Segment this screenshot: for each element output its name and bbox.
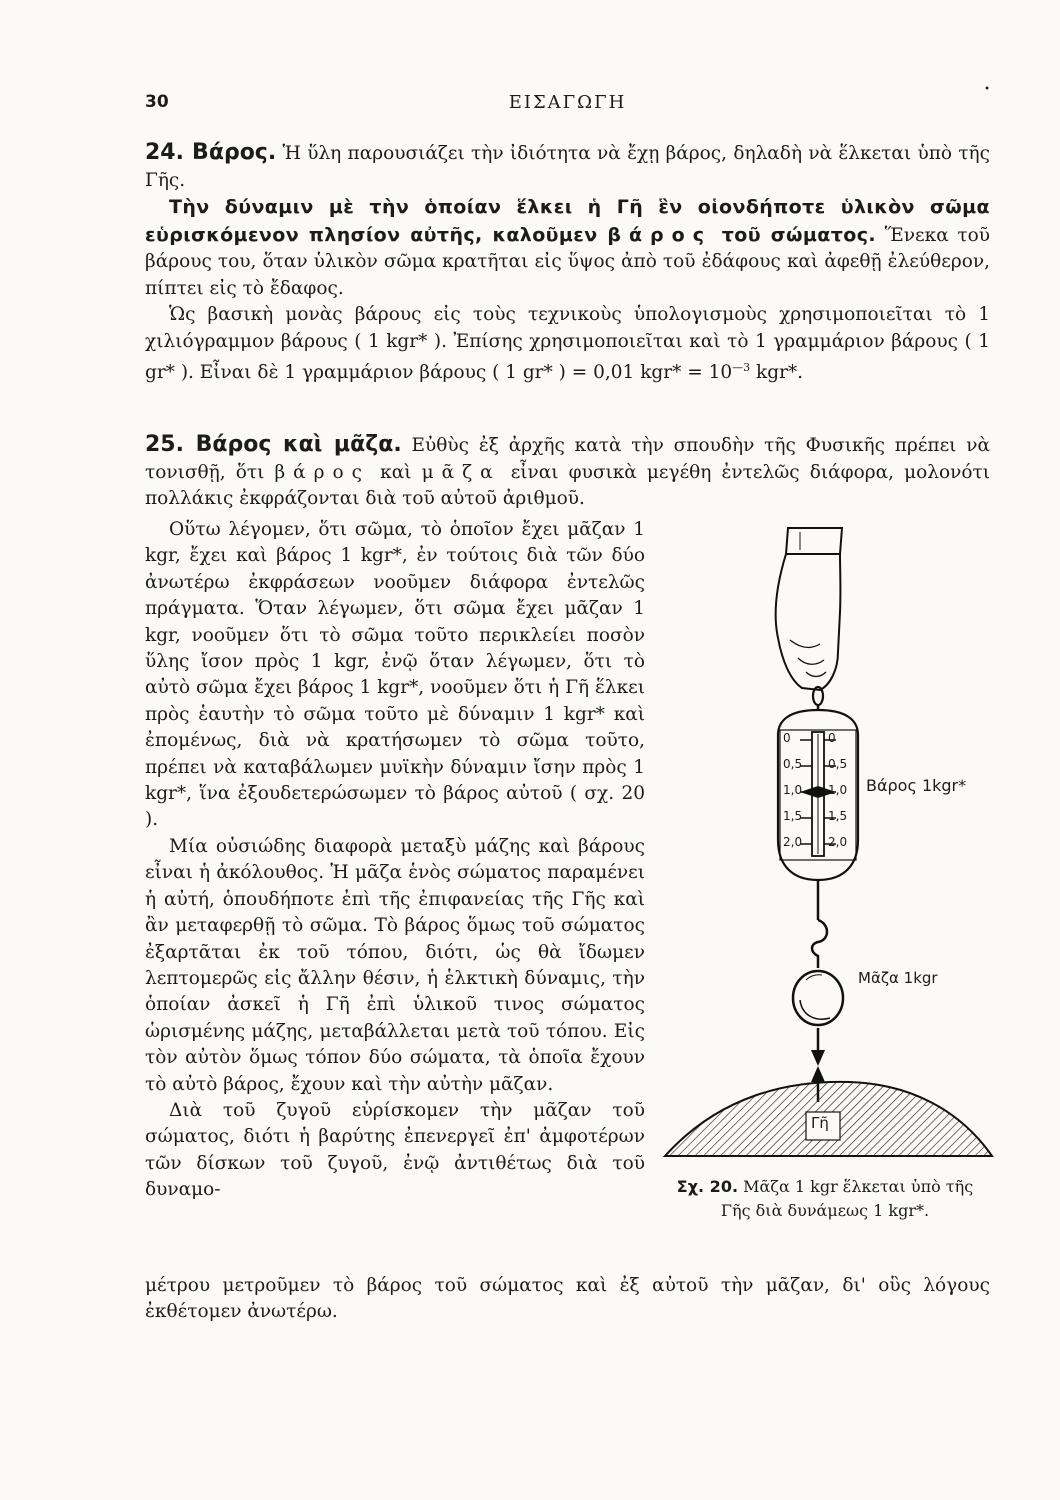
figure-caption-label: Σχ. 20. — [676, 1177, 739, 1196]
weight-definition: Τὴν δύναμιν μὲ τὴν ὁποίαν ἕλκει ἡ Γῆ ἓν οἱονδήποτε ὑλικὸν σῶμα εὑρισκόμενον πλησίον αὐτῆς, καλοῦμεν βάρος τοῦ σώματος. Ἕνεκα τοῦ βάρους του, ὅταν ὑλικὸν σῶμα κρατῆται εἰς ὕψος ἀπὸ τοῦ ἐδάφους καὶ ἀφεθῇ ἐλεύθερον, πίπτει εἰς τὸ ἔδαφος. — [145, 196, 990, 299]
section-25-heading: 25. Βάρος καὶ μᾶζα. — [145, 432, 402, 457]
paragraph-dynamometer-tail: μέτρου μετροῦμεν τὸ βάρος τοῦ σώματος καὶ ἐξ αὐτοῦ τὴν μᾶζαν, δι' οὓς λόγους ἐκθέτομεν ἀνωτέρω. — [145, 1274, 990, 1322]
scale-tick-label-left: 2,0 — [783, 835, 803, 849]
mass-ball — [793, 971, 843, 1025]
scale-tick-label-left: 1,0 — [783, 783, 803, 797]
earth-label: Γῆ — [811, 1114, 829, 1132]
scale-tick-label-right: 2,0 — [828, 835, 848, 849]
scale-tick-label-left: 0 — [783, 731, 791, 745]
scale-tick-label-right: 1,5 — [828, 809, 848, 823]
weight-units-paragraph: Ὡς βασικὴ μονὰς βάρους εἰς τοὺς τεχνικοὺς ὑπολογισμοὺς χρησιμοποιεῖται τὸ 1 χιλιόγραμμον βάρους ( 1 kgr* ). Ἐπίσης χρησιμοποιεῖται καὶ τὸ 1 γραμμάριον βάρους ( 1 gr* ). Εἶναι δὲ 1 γραμμάριον βάρους ( 1 gr* ) = 0,01 $kgr* = 10^{—3}$ kgr*. — [145, 304, 990, 384]
section-24-heading: 24. Βάρος. — [145, 140, 277, 165]
paragraph-mass-vs-weight: Οὕτω λέγομεν, ὅτι σῶμα, τὸ ὁποῖον ἔχει μᾶζαν 1 kgr, ἔχει καὶ βάρος 1 kgr*, ἐν τούτοις διὰ τῶν δύο ἀνωτέρω ἐκφράσεων νοοῦμεν διάφορα ἐντελῶς πράγματα. Ὅταν λέγωμεν, ὅτι σῶμα ἔχει μᾶζαν 1 kgr, νοοῦμεν ὅτι τὸ σῶμα τοῦτο περικλείει ποσὸν ὕλης ἴσον πρὸς 1 kgr, ἐνῷ ὅταν λέγωμεν, ὅτι τὸ αὐτὸ σῶμα ἔχει βάρος 1 kgr*, νοοῦμεν ὅτι ἡ Γῆ ἕλκει πρὸς ἑαυτὴν τὸ σῶμα τοῦτο μὲ δύναμιν 1 kgr* καὶ ἐπομένως, διὰ νὰ κρατήσωμεν τὸ σῶμα τοῦτο, πρέπει νὰ καταβάλωμεν μυϊκὴν δύναμιν ἴσην πρὸς 1 kgr*, ἵνα ἐξουδετερώσωμεν τὸ βάρος αὐτοῦ ( σχ. 20 ). — [145, 519, 645, 831]
mass-label: Μᾶζα 1kgr — [858, 969, 938, 987]
hook-icon — [812, 920, 827, 968]
up-arrow-icon — [811, 1066, 825, 1082]
section-25-body — [145, 517, 645, 1204]
section-25-intro: 25. Βάρος καὶ μᾶζα. Εὐθὺς ἐξ ἀρχῆς κατὰ τὴν σπουδὴν τῆς Φυσικῆς πρέπει νὰ τονισθῇ, ὅτι βάρος καὶ μᾶζα εἶναι φυσικὰ μεγέθη ἐντελῶς διάφορα, μολονότι πολλάκις ἐκφράζονται διὰ τοῦ αὐτοῦ ἀριθμοῦ. — [145, 432, 990, 509]
section-24-intro: 24. Βάρος. Ἡ ὕλη παρουσιάζει τὴν ἰδιότητα νὰ ἔχῃ βάρος, δηλαδὴ νὰ ἕλκεται ὑπὸ τῆς Γῆς. — [145, 140, 991, 191]
section-24 — [145, 140, 990, 387]
weight-label: Βάρος 1kgr* — [866, 776, 967, 795]
figure-20 — [660, 520, 1000, 1160]
scale-tick-label-left: 0,5 — [783, 757, 803, 771]
scale-tick-label-right: 1,0 — [828, 783, 848, 797]
page-number: 30 — [145, 92, 169, 112]
paragraph-difference: Μία οὐσιώδης διαφορὰ μεταξὺ μάζης καὶ βάρους εἶναι ἡ ἀκόλουθος. Ἡ μᾶζα ἑνὸς σώματος παραμένει ἡ αὐτή, ὁπουδήποτε ἐπὶ τῆς ἐπιφανείας τῆς Γῆς καὶ ἂν μεταφερθῇ τὸ σῶμα. Τὸ βάρος ὅμως τοῦ σώματος ἐξαρτᾶται ἐκ τοῦ τόπου, διότι, ὡς θὰ ἴδωμεν λεπτομερῶς εἰς ἄλλην θέσιν, ἡ ἑλκτικὴ δύναμις, τὴν ὁποίαν ἀσκεῖ ἡ Γῆ ἐπὶ ὑλικοῦ τινος σώματος ὡρισμένης μάζης, μεταβάλλεται μετὰ τοῦ τόπου. Εἰς τὸν αὐτὸν ὅμως τόπον δύο σώματα, τὰ ὁποῖα ἔχουν τὸ αὐτὸ βάρος, ἔχουν καὶ τὴν αὐτὴν μᾶζαν. — [145, 835, 645, 1095]
figure-caption — [665, 1175, 985, 1223]
scale-tick-label-right: 0 — [828, 731, 836, 745]
ink-dot: • — [984, 84, 990, 95]
figure-caption-text: Μᾶζα 1 kgr ἕλκεται ὑπὸ τῆς Γῆς διὰ δυνάμεως 1 kgr*. — [720, 1177, 974, 1220]
scale-tick-label-left: 1,5 — [783, 809, 803, 823]
paragraph-balance: Διὰ τοῦ ζυγοῦ εὑρίσκομεν τὴν μᾶζαν τοῦ σώματος, διότι ἡ βαρύτης ἐπενεργεῖ ἐπ' ἀμφοτέρων τῶν δίσκων τοῦ ζυγοῦ, ἐνῷ ἀντιθέτως διὰ τοῦ δυναμο- — [145, 1099, 645, 1201]
scale-tick-label-right: 0,5 — [828, 757, 848, 771]
down-arrow-icon — [811, 1050, 825, 1066]
page-header — [145, 84, 990, 120]
running-head: ΕΙΣΑΓΩΓΗ — [508, 92, 627, 113]
hand-icon — [776, 528, 842, 690]
